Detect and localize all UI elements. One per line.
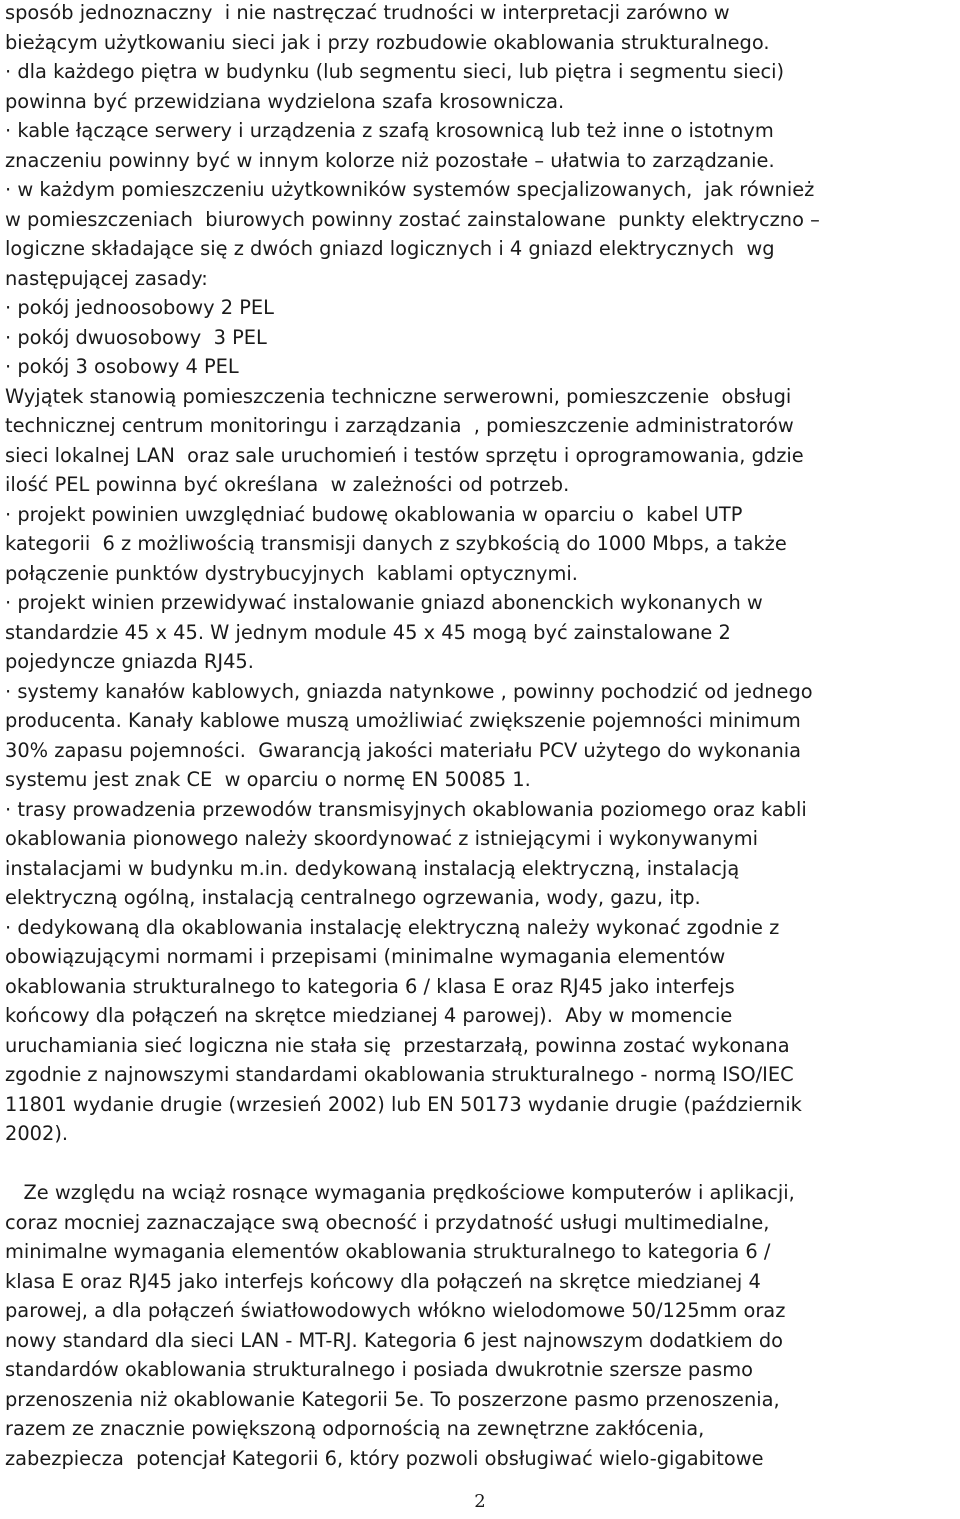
text-line: standardzie 45 x 45. W jednym module 45 x 45 mogą być zainstalowane 2 bbox=[5, 620, 731, 644]
text-line: końcowy dla połączeń na skrętce miedzianej 4 parowej). Aby w momencie bbox=[5, 1004, 733, 1027]
text-line: · pokój 3 osobowy 4 PEL bbox=[5, 355, 239, 378]
text-line: · projekt winien przewidywać instalowanie gniazd abonenckich wykonanych w bbox=[5, 591, 763, 614]
text-line: przenoszenia niż okablowanie Kategorii 5e. To poszerzone pasmo przenoszenia, bbox=[5, 1387, 780, 1411]
text-line: kategorii 6 z możliwością transmisji danych z szybkością do 1000 Mbps, a także bbox=[5, 532, 787, 555]
text-line: 30% zapasu pojemności. Gwarancją jakości materiału PCV użytego do wykonania bbox=[5, 738, 802, 762]
text-line: następującej zasady: bbox=[5, 266, 208, 290]
text-line: sieci lokalnej LAN oraz sale uruchomień i testów sprzętu i oprogramowania, gdzie bbox=[5, 443, 804, 467]
text-line: instalacjami w budynku m.in. dedykowaną instalacją elektryczną, instalacją bbox=[5, 856, 740, 880]
text-line: elektryczną ogólną, instalacją centralnego ogrzewania, wody, gazu, itp. bbox=[5, 886, 701, 909]
text-line: połączenie punktów dystrybucyjnych kablami optycznymi. bbox=[5, 561, 578, 585]
text-line: okablowania strukturalnego to kategoria 6 / klasa E oraz RJ45 jako interfejs bbox=[5, 974, 735, 998]
text-line: razem ze znacznie powiększoną odpornością na zewnętrzne zakłócenia, bbox=[5, 1417, 705, 1440]
text-line: znaczeniu powinny być w innym kolorze niż pozostałe – ułatwia to zarządzanie. bbox=[5, 148, 775, 172]
text-line: · kable łączące serwery i urządzenia z szafą krosownicą lub też inne o istotnym bbox=[5, 119, 774, 142]
text-line: · dla każdego piętra w budynku (lub segmentu sieci, lub piętra i segmentu sieci) bbox=[5, 60, 785, 83]
text-line: technicznej centrum monitoringu i zarządzania , pomieszczenie administratorów bbox=[5, 414, 794, 437]
text-line: zgodnie z najnowszymi standardami okablowania strukturalnego - normą ISO/IEC bbox=[5, 1063, 794, 1086]
text-line: systemu jest znak CE w oparciu o normę EN 50085 1. bbox=[5, 768, 531, 791]
text-line: · pokój dwuosobowy 3 PEL bbox=[5, 325, 267, 349]
text-line: · w każdym pomieszczeniu użytkowników systemów specjalizowanych, jak również bbox=[5, 178, 815, 201]
text-line: parowej, a dla połączeń światłowodowych włókno wielodomowe 50/125mm oraz bbox=[5, 1299, 786, 1322]
text-line: okablowania pionowego należy skoordynować z istniejącymi i wykonywanymi bbox=[5, 827, 759, 850]
text-line: bieżącym użytkowaniu sieci jak i przy rozbudowie okablowania strukturalnego. bbox=[5, 30, 770, 54]
text-line: w pomieszczeniach biurowych powinny zostać zainstalowane punkty elektryczno – bbox=[5, 207, 820, 231]
text-line: uruchamiania sieć logiczna nie stała się przestarzałą, powinna zostać wykonana bbox=[5, 1033, 790, 1057]
text-line: producenta. Kanały kablowe muszą umożliwiać zwiększenie pojemności minimum bbox=[5, 709, 801, 732]
text-line: zabezpiecza potencjał Kategorii 6, który pozwoli obsługiwać wielo-gigabitowe bbox=[5, 1446, 764, 1470]
text-line: klasa E oraz RJ45 jako interfejs końcowy dla połączeń na skrętce miedzianej 4 bbox=[5, 1269, 761, 1293]
text-line: logiczne składające się z dwóch gniazd logicznych i 4 gniazd elektrycznych wg bbox=[5, 237, 775, 260]
paragraph-spacer bbox=[5, 1149, 955, 1179]
text-line: Wyjątek stanowią pomieszczenia techniczne serwerowni, pomieszczenie obsługi bbox=[5, 384, 792, 408]
body-text bbox=[5, 0, 955, 1473]
text-line: 11801 wydanie drugie (wrzesień 2002) lub EN 50173 wydanie drugie (październik bbox=[5, 1092, 802, 1116]
text-line: minimalne wymagania elementów okablowania strukturalnego to kategoria 6 / bbox=[5, 1240, 771, 1263]
text-line: ilość PEL powinna być określana w zależności od potrzeb. bbox=[5, 473, 570, 496]
text-line: coraz mocniej zaznaczające swą obecność i przydatność usługi multimedialne, bbox=[5, 1210, 770, 1234]
text-line: obowiązującymi normami i przepisami (minimalne wymagania elementów bbox=[5, 945, 726, 968]
text-line: · projekt powinien uwzględniać budowę okablowania w oparciu o kabel UTP bbox=[5, 502, 743, 526]
text-line: · systemy kanałów kablowych, gniazda natynkowe , powinny pochodzić od jednego bbox=[5, 679, 813, 703]
text-line: sposób jednoznaczny i nie nastręczać trudności w interpretacji zarówno w bbox=[5, 1, 730, 24]
text-line: · dedykowaną dla okablowania instalację elektryczną należy wykonać zgodnie z bbox=[5, 915, 780, 939]
text-line: · trasy prowadzenia przewodów transmisyjnych okablowania poziomego oraz kabli bbox=[5, 797, 807, 821]
text-line: Ze względu na wciąż rosnące wymagania prędkościowe komputerów i aplikacji, bbox=[5, 1181, 795, 1204]
text-line: 2002). bbox=[5, 1122, 69, 1145]
page-number: 2 bbox=[474, 1491, 486, 1512]
text-line: nowy standard dla sieci LAN - MT-RJ. Kategoria 6 jest najnowszym dodatkiem do bbox=[5, 1328, 784, 1352]
text-line: powinna być przewidziana wydzielona szafa krosownicza. bbox=[5, 89, 565, 113]
text-line: · pokój jednoosobowy 2 PEL bbox=[5, 296, 274, 319]
text-line: standardów okablowania strukturalnego i posiada dwukrotnie szersze pasmo bbox=[5, 1358, 753, 1381]
text-line: pojedyncze gniazda RJ45. bbox=[5, 650, 254, 673]
